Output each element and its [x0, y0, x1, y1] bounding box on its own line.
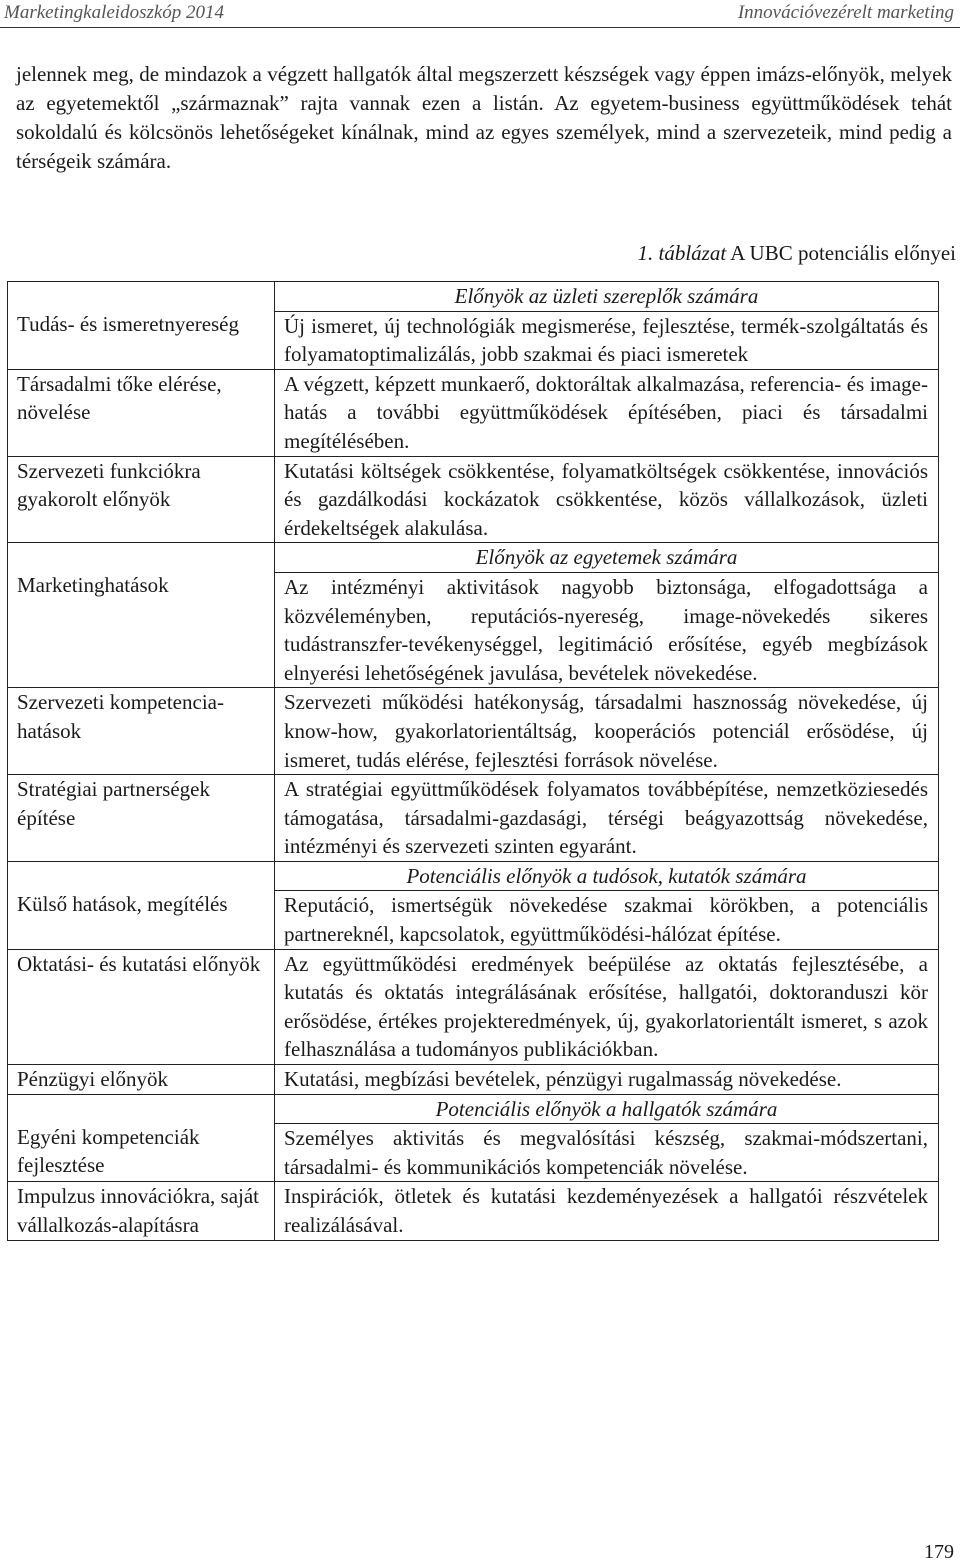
- row-text: Személyes aktivitás és megvalósítási készség, szakmai-módszertani, társadalmi- és kommunikációs kompetenciák növelése.: [275, 1124, 939, 1182]
- section-title: Potenciális előnyök a hallgatók számára: [275, 1094, 939, 1124]
- intro-paragraph: jelennek meg, de mindazok a végzett hallgatók által megszerzett készségek vagy éppen imázs-előnyök, melyek az egyetemektől „származnak” rajta vannak ezen a listán. Az egyetem-business együttműködések tehát sokoldalú és kölcsönös lehetőségeket kínálnak, mind az egyes személyek, mind a szervezeteik, mind pedig a térségeik számára.: [16, 62, 952, 173]
- table-caption-label: 1. táblázat: [637, 241, 727, 265]
- row-text: Kutatási költségek csökkentése, folyamatköltségek csökkentése, innovációs és gazdálkodási kockázatok csökkentése, közös vállalkozások, üzleti érdekeltségek alakulása.: [275, 456, 939, 543]
- table-row: [8, 949, 939, 1064]
- table-row: [8, 1182, 939, 1240]
- section-title: Előnyök az egyetemek számára: [275, 543, 939, 573]
- table-row: [8, 688, 939, 775]
- table-row: [8, 1065, 939, 1095]
- row-text: Az együttműködési eredmények beépülése az oktatás fejlesztésébe, a kutatás és oktatás integrálásának erősítése, hallgatói, doktoranduszi kör erősödése, értékes projekteredmények, új, gyakorlatorientált ismeret, s azok felhasználása a tudományos publikációkban.: [275, 949, 939, 1064]
- benefits-table: [7, 281, 939, 1241]
- running-header: [0, 0, 960, 26]
- table-caption: [638, 241, 957, 266]
- page-number: 179: [924, 1541, 954, 1563]
- row-text: Az intézményi aktivitások nagyobb biztonsága, elfogadottsága a közvéleményben, reputációs-nyereség, image-növekedés sikeres tudástranszfer-tevékenységgel, legitimáció erősítése, egyéb megbízások elnyerési lehetőségének javulása, bevételek növekedése.: [275, 572, 939, 687]
- row-label: Oktatási- és kutatási előnyök: [8, 949, 275, 1064]
- row-label: Marketinghatások: [8, 543, 275, 688]
- header-rule: [0, 27, 960, 28]
- row-label: Társadalmi tőke elérése, növelése: [8, 369, 275, 456]
- row-text: Új ismeret, új technológiák megismerése, fejlesztése, termék-szolgáltatás és folyamatoptimalizálás, jobb szakmai és piaci ismeretek: [275, 311, 939, 369]
- row-text: A végzett, képzett munkaerő, doktoráltak alkalmazása, referencia- és image-hatás a további együttműködések építésében, piaci és társadalmi megítélésében.: [275, 369, 939, 456]
- section-header-row: [8, 1094, 939, 1124]
- row-label: Szervezeti funkciókra gyakorolt előnyök: [8, 456, 275, 543]
- table-row: [8, 456, 939, 543]
- header-journal-title: Marketingkaleidoszkóp 2014: [4, 2, 225, 23]
- row-text: Szervezeti működési hatékonyság, társadalmi hasznosság növekedése, új know-how, gyakorlatorientáltság, kooperációs potenciál erősödése, új ismeret, tudás elérése, fejlesztési források növelése.: [275, 688, 939, 775]
- row-text: A stratégiai együttműködések folyamatos továbbépítése, nemzetköziesedés támogatása, társadalmi-gazdasági, térségi beágyazottság növekedése, intézményi és szervezeti szinten egyaránt.: [275, 775, 939, 862]
- section-header-row: [8, 543, 939, 573]
- section-header-row: [8, 861, 939, 891]
- row-text: Reputáció, ismertségük növekedése szakmai körökben, a potenciális partnereknél, kapcsolatok, együttműködési-hálózat építése.: [275, 891, 939, 949]
- section-title: Előnyök az üzleti szereplők számára: [275, 282, 939, 312]
- section-title: Potenciális előnyök a tudósok, kutatók számára: [275, 861, 939, 891]
- row-label: Külső hatások, megítélés: [8, 861, 275, 949]
- table-caption-title: A UBC potenciális előnyei: [726, 241, 956, 265]
- section-header-row: [8, 282, 939, 312]
- row-label: Tudás- és ismeretnyereség: [8, 282, 275, 370]
- row-label: Pénzügyi előnyök: [8, 1065, 275, 1095]
- row-label: Stratégiai partnerségek építése: [8, 775, 275, 862]
- row-label: Szervezeti kompetencia-hatások: [8, 688, 275, 775]
- row-label: Impulzus innovációkra, saját vállalkozás-alapításra: [8, 1182, 275, 1240]
- table-row: [8, 775, 939, 862]
- row-text: Inspirációk, ötletek és kutatási kezdeményezések a hallgatói részvételek realizálásával.: [275, 1182, 939, 1240]
- header-section-title: Innovációvezérelt marketing: [737, 2, 954, 23]
- table-row: [8, 369, 939, 456]
- row-label: Egyéni kompetenciák fejlesztése: [8, 1094, 275, 1182]
- row-text: Kutatási, megbízási bevételek, pénzügyi rugalmasság növekedése.: [275, 1065, 939, 1095]
